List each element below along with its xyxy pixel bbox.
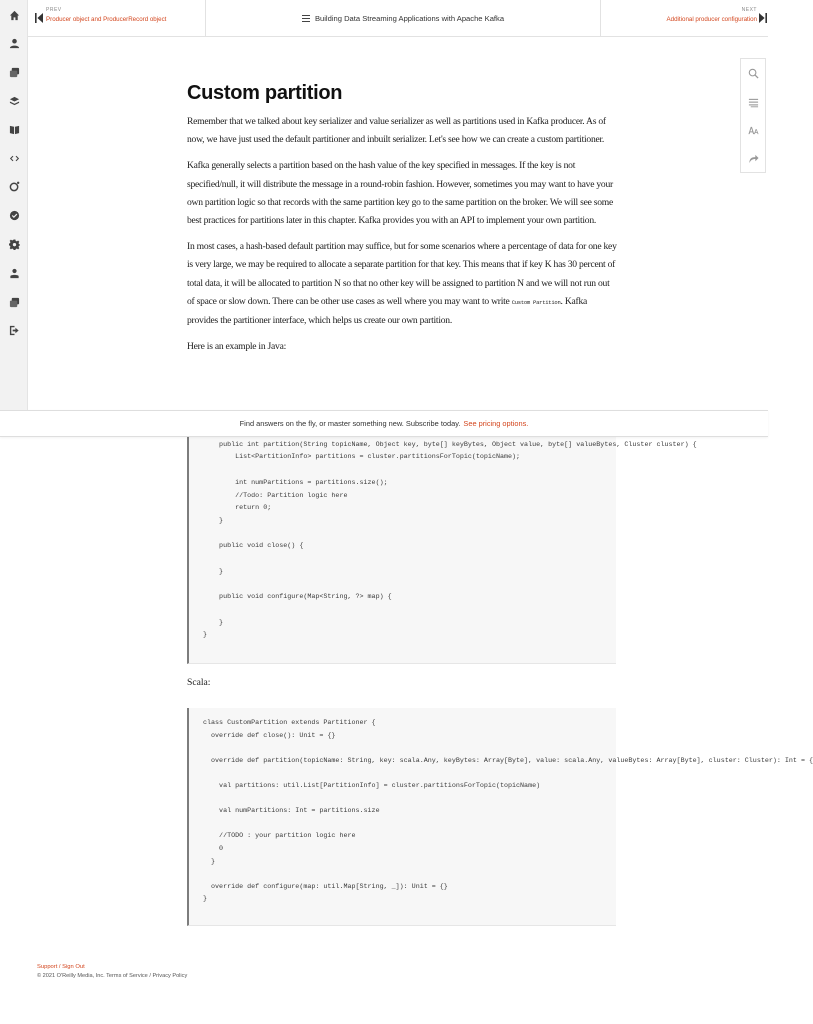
next-section-link[interactable] [600,0,768,36]
reader-tools-panel [740,58,766,173]
left-nav-rail [0,0,28,410]
book-title-button[interactable] [206,0,600,36]
settings-icon[interactable] [4,234,24,254]
font-size-icon[interactable] [741,116,765,144]
subscribe-banner [0,410,768,437]
paragraph-3-text: In most cases, a hash-based default partition may suffice, but for some scenarios where a percentage of data for one key is very large, we may be required to allocate a separate partition for that key. This means that if key K has 30 percent of total data, it will be allocated to partition N so that no other key will be assigned to partition N and we will not run out of space or slow down. There can be other use cases as well where you may want to write [187,241,617,307]
copyright: © 2021 O'Reilly Media, Inc. Terms of Service / Privacy Policy [37,973,188,979]
prev-section-title[interactable]: Producer object and ProducerRecord object [46,16,167,23]
table-of-contents-menu-icon [302,15,310,22]
share-icon[interactable] [741,144,765,172]
prev-kicker: PREV [46,7,62,13]
table-of-contents-icon[interactable] [741,88,765,116]
pricing-link[interactable]: See pricing options. [463,419,529,428]
next-arrow-icon [759,13,767,23]
library-icon[interactable] [4,292,24,312]
footer [37,964,187,979]
scala-code-block [187,708,813,926]
java-code: public int partition(String topicName, Object key, byte[] keyBytes, Object value, byte[] valueBytes, Cluster cluster) { List<PartitionInfo> partitions = cluster.partitionsForTopic(topicName); int numPartitions = partitions.size(); //Todo: Partition logic here return 0; } public void close() { } public void configure(Map<String, ?> map) { } } [203,440,697,640]
top-bar [28,0,768,37]
paragraph-4: Here is an example in Java: [187,341,287,353]
next-section-title[interactable]: Additional producer configuration [666,16,757,23]
paragraph-2: Kafka generally selects a partition based on the hash value of the key specified in messages. If the key is not specified/null, it will distribute the message in a round-robin fashion. However, sometimes you may want to have your own partition logic so that records with the same partition key go to the same partition on the broker. We will see some best practices for partitions later in this chapter. Kafka provides you with an API to implement your own partition. [187,160,613,227]
section-heading: Custom partition [187,82,343,104]
scala-code: class CustomPartition extends Partitioner { override def close(): Unit = {} override def partition(topicName: String, key: scala.Any, keyBytes: Array[Byte], value: scala.Any, valueBytes: Array[Byte], cluster: Cluster): Int = { val partitions: util.List[PartitionInfo] = cluster.partitionsForTopic(topicName) val numPartitions: Int = partitions.size //TODO : your partition logic here 0 } override def configure(map: util.Map[String, _]): Unit = {} } [203,719,813,904]
topics-icon[interactable] [4,91,24,111]
book-title: Building Data Streaming Applications with Apache Kafka [314,13,505,23]
inline-code: Custom Partition [511,298,561,306]
check-icon[interactable] [4,205,24,225]
scala-label: Scala: [187,677,211,688]
paragraph-3 [187,238,617,330]
prev-arrow-icon [35,13,43,23]
support-sign-out-links[interactable]: Support / Sign Out [37,964,85,970]
profile-icon[interactable] [4,33,24,53]
paragraph-3-tail: . Kafka provides the partitioner interface, which helps us create our own partition. [187,295,587,327]
books-icon[interactable] [4,119,24,139]
sign-out-icon[interactable] [4,320,24,340]
prev-section-link[interactable] [28,0,206,36]
next-kicker: NEXT [741,7,757,13]
playlists-icon[interactable] [4,62,24,82]
account-icon[interactable] [4,263,24,283]
banner-text: Find answers on the fly, or master something new. Subscribe today. [239,419,461,428]
search-settings-icon[interactable] [4,176,24,196]
search-icon[interactable] [741,59,765,87]
article-content [187,82,617,364]
home-icon[interactable] [4,5,24,25]
paragraph-1: Remember that we talked about key serializer and value serializer as well as partitions used in Kafka producer. As of now, we have just used the default partitioner and inbuilt serializer. Let's see how we can create a custom partitioner. [187,116,606,146]
java-code-block [187,427,697,664]
code-icon[interactable] [4,148,24,168]
